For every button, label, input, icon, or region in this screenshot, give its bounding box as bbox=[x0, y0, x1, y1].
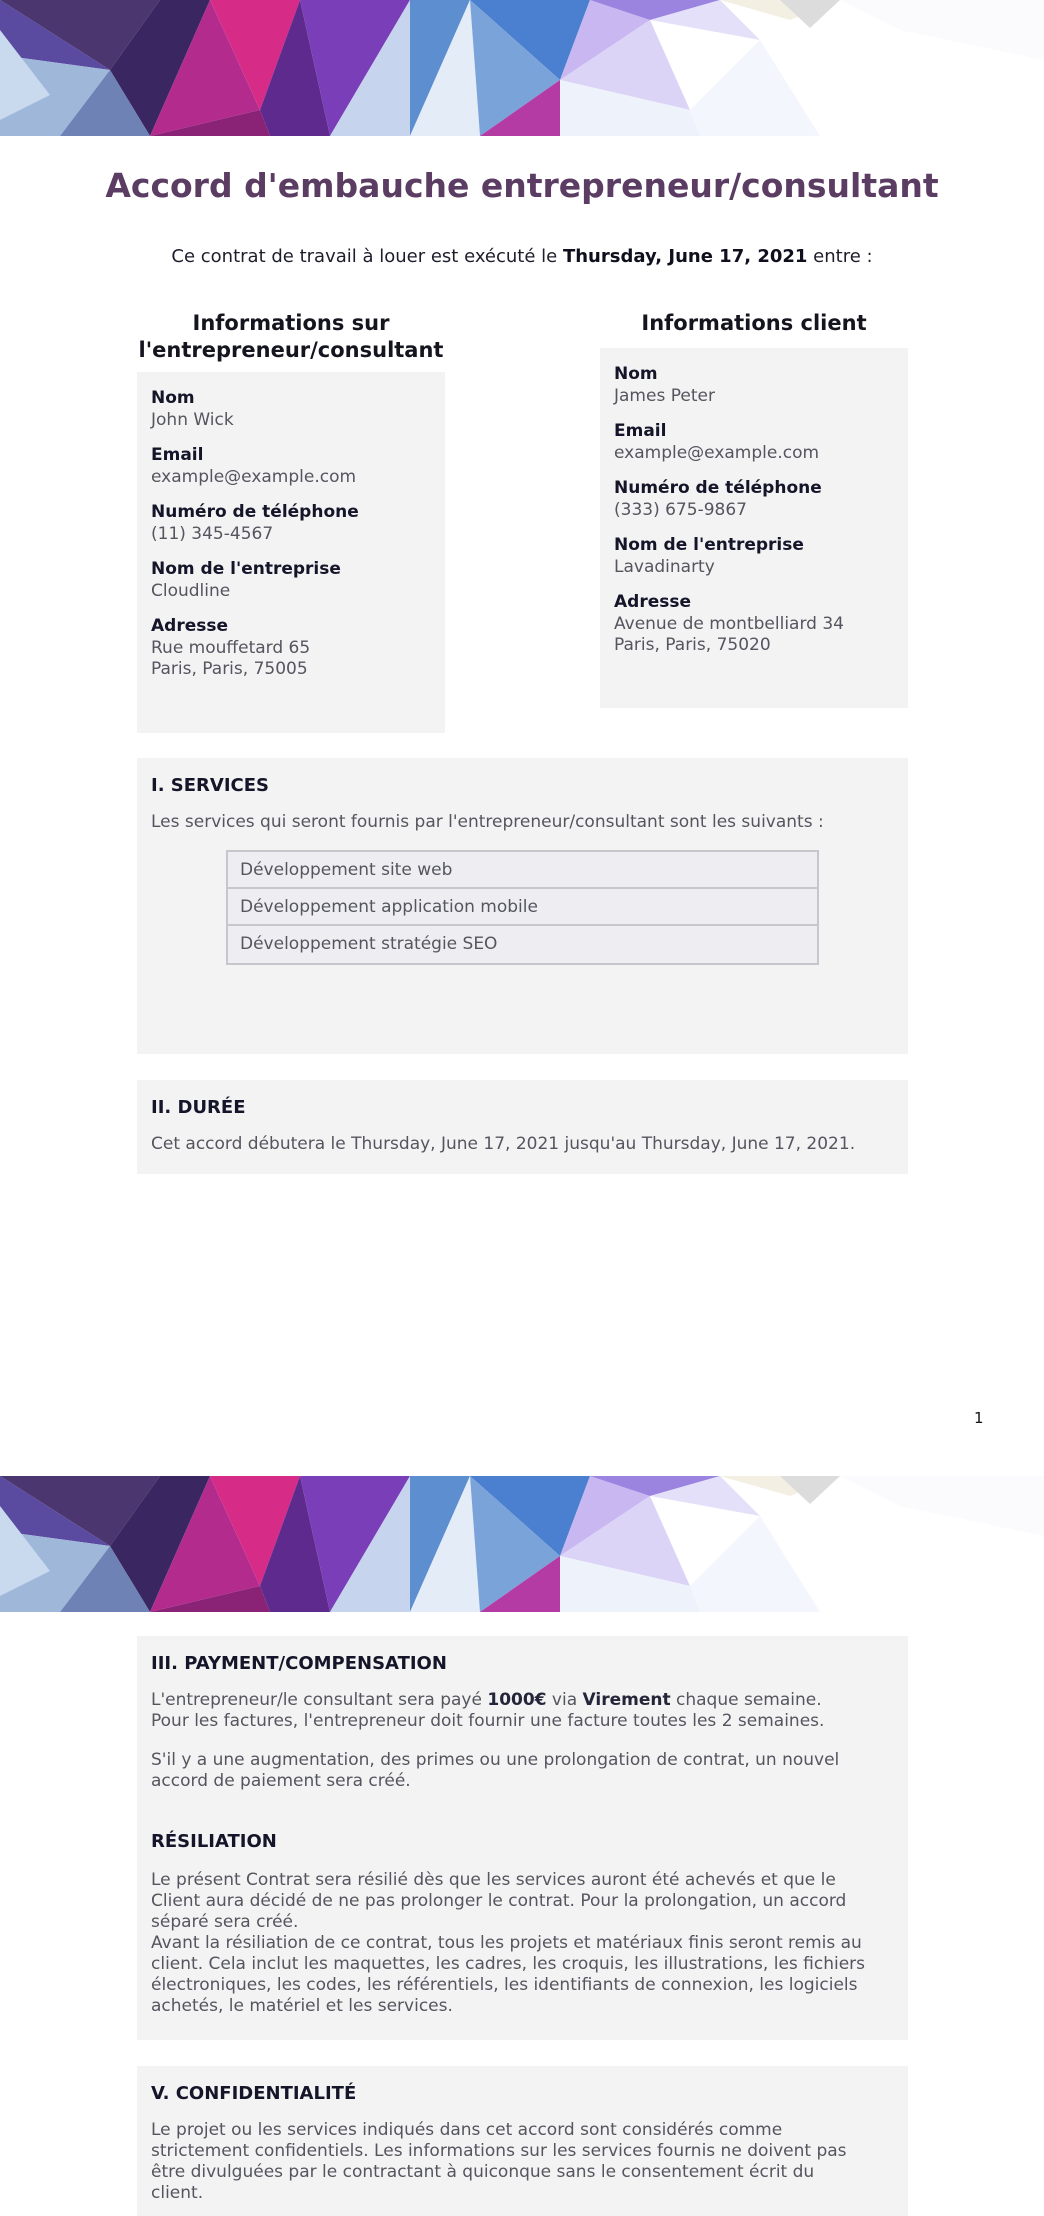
field-label: Nom de l'entreprise bbox=[151, 559, 341, 579]
services-table bbox=[226, 850, 819, 965]
termination-title: RÉSILIATION bbox=[151, 1831, 277, 1852]
header-banner bbox=[0, 0, 1044, 136]
client-info-box bbox=[600, 348, 908, 708]
payment-text-mid: via bbox=[546, 1690, 583, 1710]
client-address: Avenue de montbelliard 34 Paris, Paris, 75020 bbox=[614, 614, 844, 655]
client-email-field bbox=[614, 419, 894, 464]
intro-after: entre : bbox=[807, 246, 873, 267]
contractor-address: Rue mouffetard 65 Paris, Paris, 75005 bbox=[151, 638, 311, 679]
field-label: Nom bbox=[614, 364, 658, 384]
contractor-name-field bbox=[151, 386, 431, 431]
contract-date: Thursday, June 17, 2021 bbox=[562, 246, 808, 267]
intro-before: Ce contrat de travail à louer est exécuté le bbox=[171, 246, 563, 267]
contractor-heading: Informations sur l'entrepreneur/consultant bbox=[138, 311, 444, 362]
payment-paragraph-2: S'il y a une augmentation, des primes ou une prolongation de contrat, un nouvel accord de paiement sera créé. bbox=[151, 1750, 840, 1791]
polygon-art-image bbox=[0, 1476, 1044, 1612]
client-phone: (333) 675-9867 bbox=[614, 500, 747, 520]
services-row: Développement application mobile bbox=[228, 889, 817, 926]
field-label: Email bbox=[151, 445, 204, 465]
field-label: Adresse bbox=[614, 592, 692, 612]
field-label: Adresse bbox=[151, 616, 229, 636]
client-phone-field bbox=[614, 476, 894, 521]
polygon-art-image bbox=[0, 0, 1044, 136]
field-label: Numéro de téléphone bbox=[151, 502, 359, 522]
contractor-phone: (11) 345-4567 bbox=[151, 524, 274, 544]
payment-title: III. PAYMENT/COMPENSATION bbox=[151, 1653, 447, 1674]
client-name: James Peter bbox=[614, 386, 715, 406]
payment-line-2: Pour les factures, l'entrepreneur doit fournir une facture toutes les 2 semaines. bbox=[151, 1711, 825, 1731]
contractor-email-field bbox=[151, 443, 431, 488]
field-label: Numéro de téléphone bbox=[614, 478, 822, 498]
document-title: Accord d'embauche entrepreneur/consultant bbox=[105, 166, 939, 205]
client-address-field bbox=[614, 590, 894, 656]
confidentiality-text: Le projet ou les services indiqués dans cet accord sont considérés comme strictement confidentiels. Les informations sur les services fournis ne doivent pas être divulguées par le contractant à quiconque sans le consentement écrit du client. bbox=[151, 2120, 847, 2203]
client-company: Lavadinarty bbox=[614, 557, 715, 577]
termination-text: Le présent Contrat sera résilié dès que les services auront été achevés et que le Client aura décidé de ne pas prolonger le contrat. Pour la prolongation, un accord séparé sera créé. Avant la résiliation de ce contrat, tous les projets et matériaux finis seront remis au client. Cela inclut les maquettes, les cadres, les croquis, les illustrations, les fichiers électroniques, les codes, les référentiels, les identifiants de connexion, les logiciels achetés, le matériel et les services. bbox=[151, 1870, 866, 2016]
field-label: Nom bbox=[151, 388, 195, 408]
client-company-field bbox=[614, 533, 894, 578]
duration-title: II. DURÉE bbox=[151, 1097, 246, 1118]
contractor-phone-field bbox=[151, 500, 431, 545]
field-label: Nom de l'entreprise bbox=[614, 535, 804, 555]
services-row: Développement site web bbox=[228, 852, 817, 889]
field-label: Email bbox=[614, 421, 667, 441]
services-text: Les services qui seront fournis par l'entrepreneur/consultant sont les suivants : bbox=[151, 812, 824, 832]
duration-text: Cet accord débutera le Thursday, June 17, 2021 jusqu'au Thursday, June 17, 2021. bbox=[151, 1134, 856, 1154]
contractor-info-box bbox=[137, 372, 445, 733]
confidentiality-title: V. CONFIDENTIALITÉ bbox=[151, 2083, 357, 2104]
contractor-company: Cloudline bbox=[151, 581, 231, 601]
payment-line-1 bbox=[151, 1690, 894, 1711]
contractor-name: John Wick bbox=[151, 410, 234, 430]
contractor-company-field bbox=[151, 557, 431, 602]
payment-section bbox=[137, 1636, 908, 2040]
client-heading: Informations client bbox=[641, 311, 867, 335]
services-row: Développement stratégie SEO bbox=[240, 934, 498, 954]
client-email: example@example.com bbox=[614, 443, 820, 463]
contractor-address-field bbox=[151, 614, 431, 680]
payment-amount: 1000€ bbox=[487, 1690, 547, 1710]
intro-line bbox=[0, 246, 1044, 267]
services-title: I. SERVICES bbox=[151, 775, 270, 796]
header-banner-page-2 bbox=[0, 1476, 1044, 1612]
payment-text-before: L'entrepreneur/le consultant sera payé bbox=[151, 1690, 488, 1710]
client-name-field bbox=[614, 362, 894, 407]
payment-method: Virement bbox=[582, 1690, 671, 1710]
contractor-email: example@example.com bbox=[151, 467, 357, 487]
page-number: 1 bbox=[974, 1409, 984, 1427]
confidentiality-section bbox=[137, 2066, 908, 2216]
duration-section bbox=[137, 1080, 908, 1174]
payment-text-after: chaque semaine. bbox=[670, 1690, 822, 1710]
